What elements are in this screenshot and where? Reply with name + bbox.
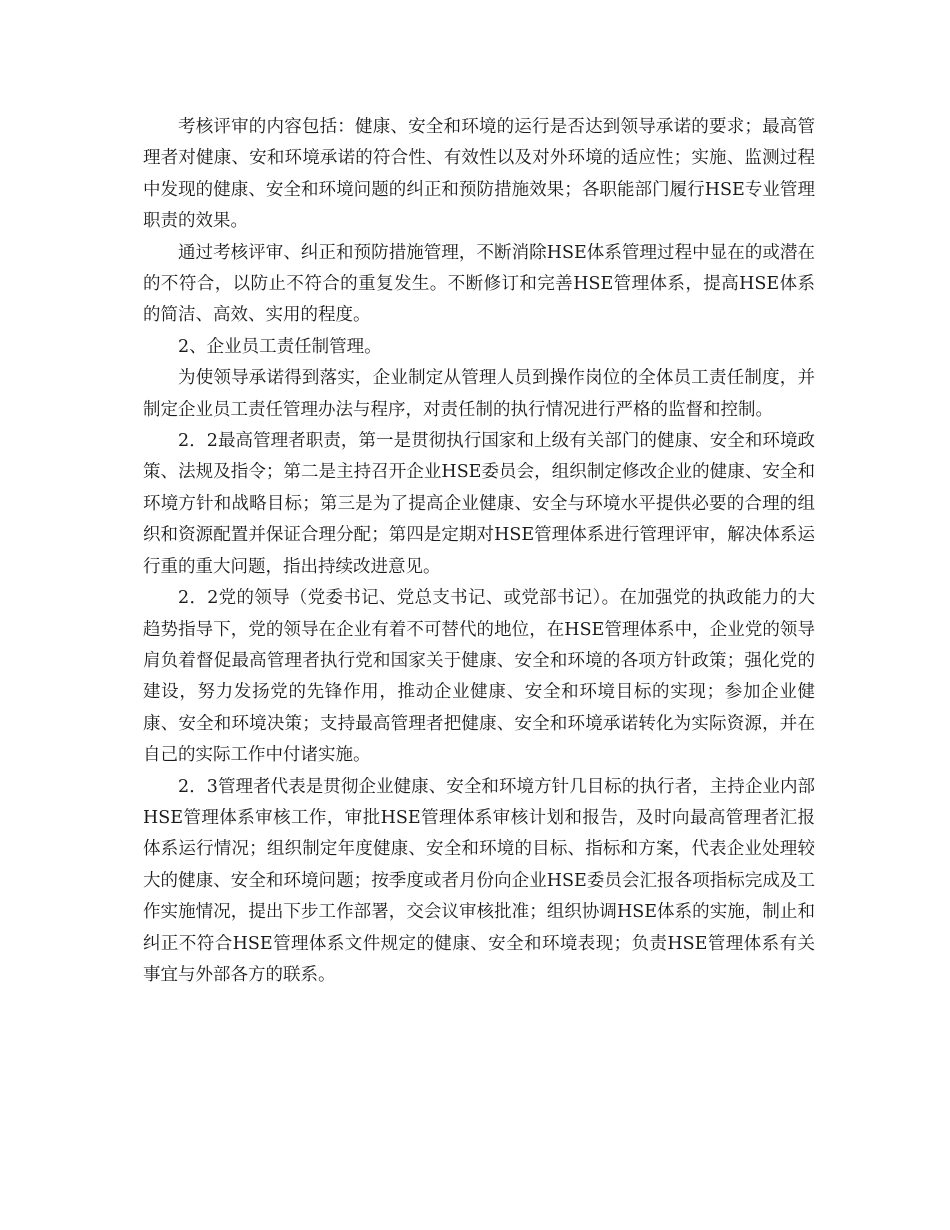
paragraph-assessment-content: 考核评审的内容包括：健康、安全和环境的运行是否达到领导承诺的要求；最高管理者对健康、安和环境承诺的符合性、有效性以及对外环境的适应性；实施、监测过程中发现的健康、安全和环境问题的纠正和预防措施效果；各职能部门履行HSE专业管理职责的效果。 — [143, 117, 815, 232]
section-heading-responsibility: 2、企业员工责任制管理。 — [178, 336, 382, 357]
paragraph-management-representative: 2．3管理者代表是贯彻企业健康、安全和环境方针几目标的执行者，主持企业内部HSE管理体系审核工作，审批HSE管理体系审核计划和报告，及时向最高管理者汇报体系运行情况；组织制定年度健康、安全和环境的目标、指标和方案，代表企业处理较大的健康、安全和环境问题；按季度或者月份向企业HSE委员会汇报各项指标完成及工作实施情况，提出下步工作部署，交会议审核批准；组织协调HSE体系的实施，制止和纠正不符合HSE管理体系文件规定的健康、安全和环境表现；负责HSE管理体系有关事宜与外部各方的联系。 — [143, 776, 815, 985]
paragraph-corrective-measures: 通过考核评审、纠正和预防措施管理，不断消除HSE体系管理过程中显在的或潜在的不符合，以防止不符合的重复发生。不断修订和完善HSE管理体系，提高HSE体系的简洁、高效、实用的程度。 — [143, 242, 815, 326]
paragraph-responsibility-system: 为使领导承诺得到落实，企业制定从管理人员到操作岗位的全体员工责任制度，并制定企业员工责任管理办法与程序，对责任制的执行情况进行严格的监督和控制。 — [143, 368, 815, 420]
paragraph-party-leadership: 2．2党的领导（党委书记、党总支书记、或党部书记）。在加强党的执政能力的大趋势指导下，党的领导在企业有着不可替代的地位，在HSE管理体系中，企业党的领导肩负着督促最高管理者执行党和国家关于健康、安全和环境的各项方针政策；强化党的建设，努力发扬党的先锋作用，推动企业健康、安全和环境目标的实现；参加企业健康、安全和环境决策；支持最高管理者把健康、安全和环境承诺转化为实际资源，并在自己的实际工作中付诸实施。 — [143, 588, 815, 766]
paragraph-top-manager-duties: 2．2最高管理者职责，第一是贯彻执行国家和上级有关部门的健康、安全和环境政策、法规及指令；第二是主持召开企业HSE委员会，组织制定修改企业的健康、安全和环境方针和战略目标；第三是为了提高企业健康、安全与环境水平提供必要的合理的组织和资源配置并保证合理分配；第四是定期对HSE管理体系进行管理评审，解决体系运行重的重大问题，指出持续改进意见。 — [143, 431, 815, 577]
document-body — [143, 112, 815, 991]
